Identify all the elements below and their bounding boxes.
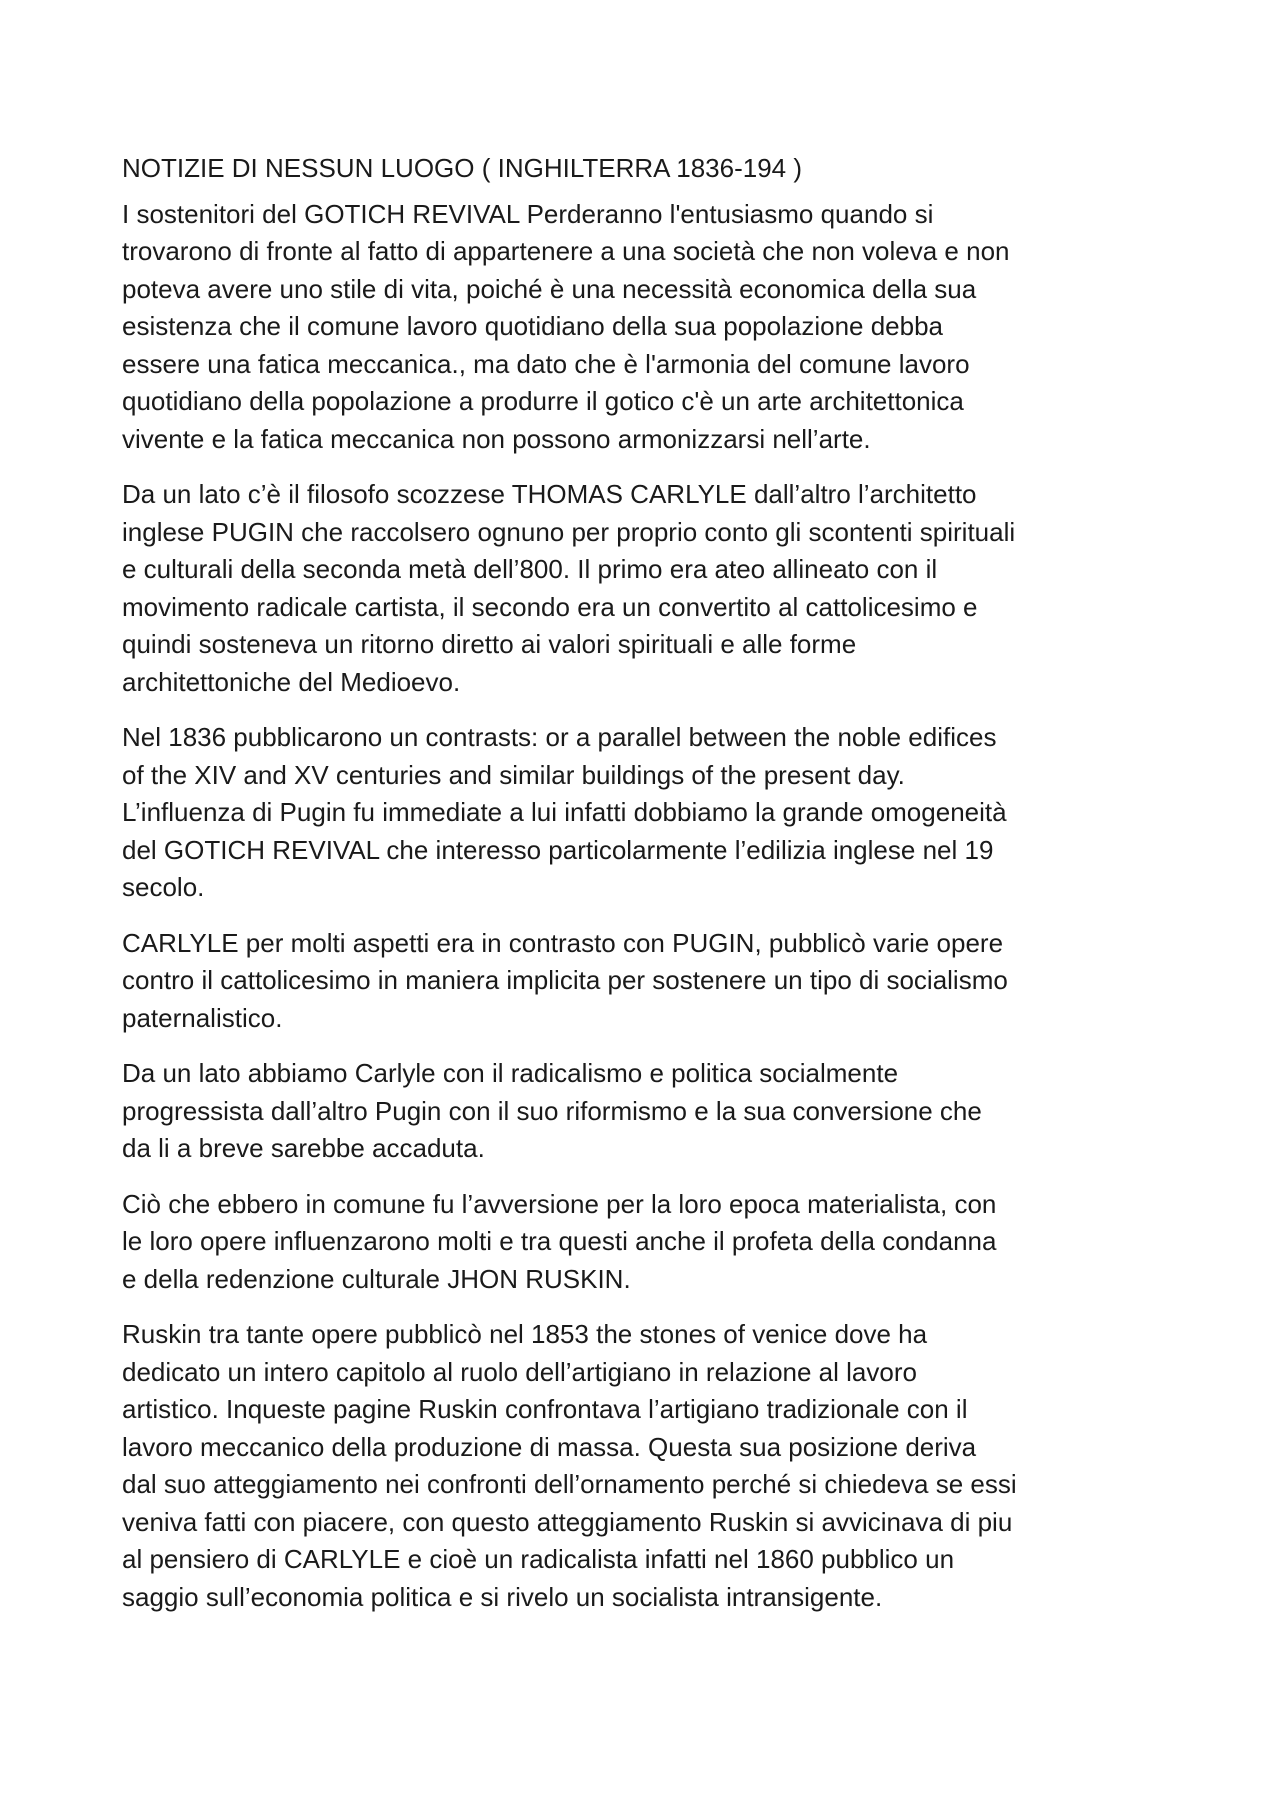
paragraph-contrasts-1836: Nel 1836 pubblicarono un contrasts: or a parallel between the noble edifices of the XIV and XV centuries and similar buildings of the present day. L’influenza di Pugin fu immediate a lui infatti dobbiamo la grande omogeneità del GOTICH REVIVAL che interesso particolarmente l’edilizia inglese nel 19 secolo. xyxy=(122,722,1007,902)
paragraph-carlyle-pugin: Da un lato c’è il filosofo scozzese THOMAS CARLYLE dall’altro l’architetto inglese PUGIN che raccolsero ognuno per proprio conto gli scontenti spirituali e culturali della seconda metà dell’800. Il primo era ateo allineato con il movimento radicale cartista, il secondo era un convertito al cattolicesimo e quindi sosteneva un ritorno diretto ai valori spirituali e alle forme architettoniche del Medioevo. xyxy=(122,479,1016,697)
document-title: NOTIZIE DI NESSUN LUOGO ( INGHILTERRA 1836-194 ) xyxy=(122,153,803,183)
document-page xyxy=(122,150,1182,1634)
paragraph-radicalism: Da un lato abbiamo Carlyle con il radicalismo e politica socialmente progressista dall’altro Pugin con il suo riformismo e la sua conversione che da li a breve sarebbe accaduta. xyxy=(122,1058,982,1163)
paragraph-gothic-revival: I sostenitori del GOTICH REVIVAL Perderanno l'entusiasmo quando si trovarono di fronte al fatto di appartenere a una società che non voleva e non poteva avere uno stile di vita, poiché è una necessità economica della sua esistenza che il comune lavoro quotidiano della sua popolazione debba essere una fatica meccanica., ma dato che è l'armonia del comune lavoro quotidiano della popolazione a produrre il gotico c'è un arte architettonica vivente e la fatica meccanica non possono armonizzarsi nell’arte. xyxy=(122,198,1010,454)
paragraph-stones-of-venice: Ruskin tra tante opere pubblicò nel 1853 the stones of venice dove ha dedicato un intero capitolo al ruolo dell’artigiano in relazione al lavoro artistico. Inqueste pagine Ruskin confrontava l’artigiano tradizionale con il lavoro meccanico della produzione di massa. Questa sua posizione deriva dal suo atteggiamento nei confronti dell’ornamento perché si chiedeva se essi veniva fatti con piacere, con questo atteggiamento Ruskin si avvicinava di piu al pensiero di CARLYLE e cioè un radicalista infatti nel 1860 pubblico un saggio sull’economia politica e si rivelo un socialista intransigente. xyxy=(122,1319,1017,1612)
paragraph-carlyle-contrast: CARLYLE per molti aspetti era in contrasto con PUGIN, pubblicò varie opere contro il cattolicesimo in maniera implicita per sostenere un tipo di socialismo paternalistico. xyxy=(122,927,1008,1033)
paragraph-ruskin-intro: Ciò che ebbero in comune fu l’avversione per la loro epoca materialista, con le loro opere influenzarono molti e tra questi anche il profeta della condanna e della redenzione culturale JHON RUSKIN. xyxy=(122,1188,997,1294)
